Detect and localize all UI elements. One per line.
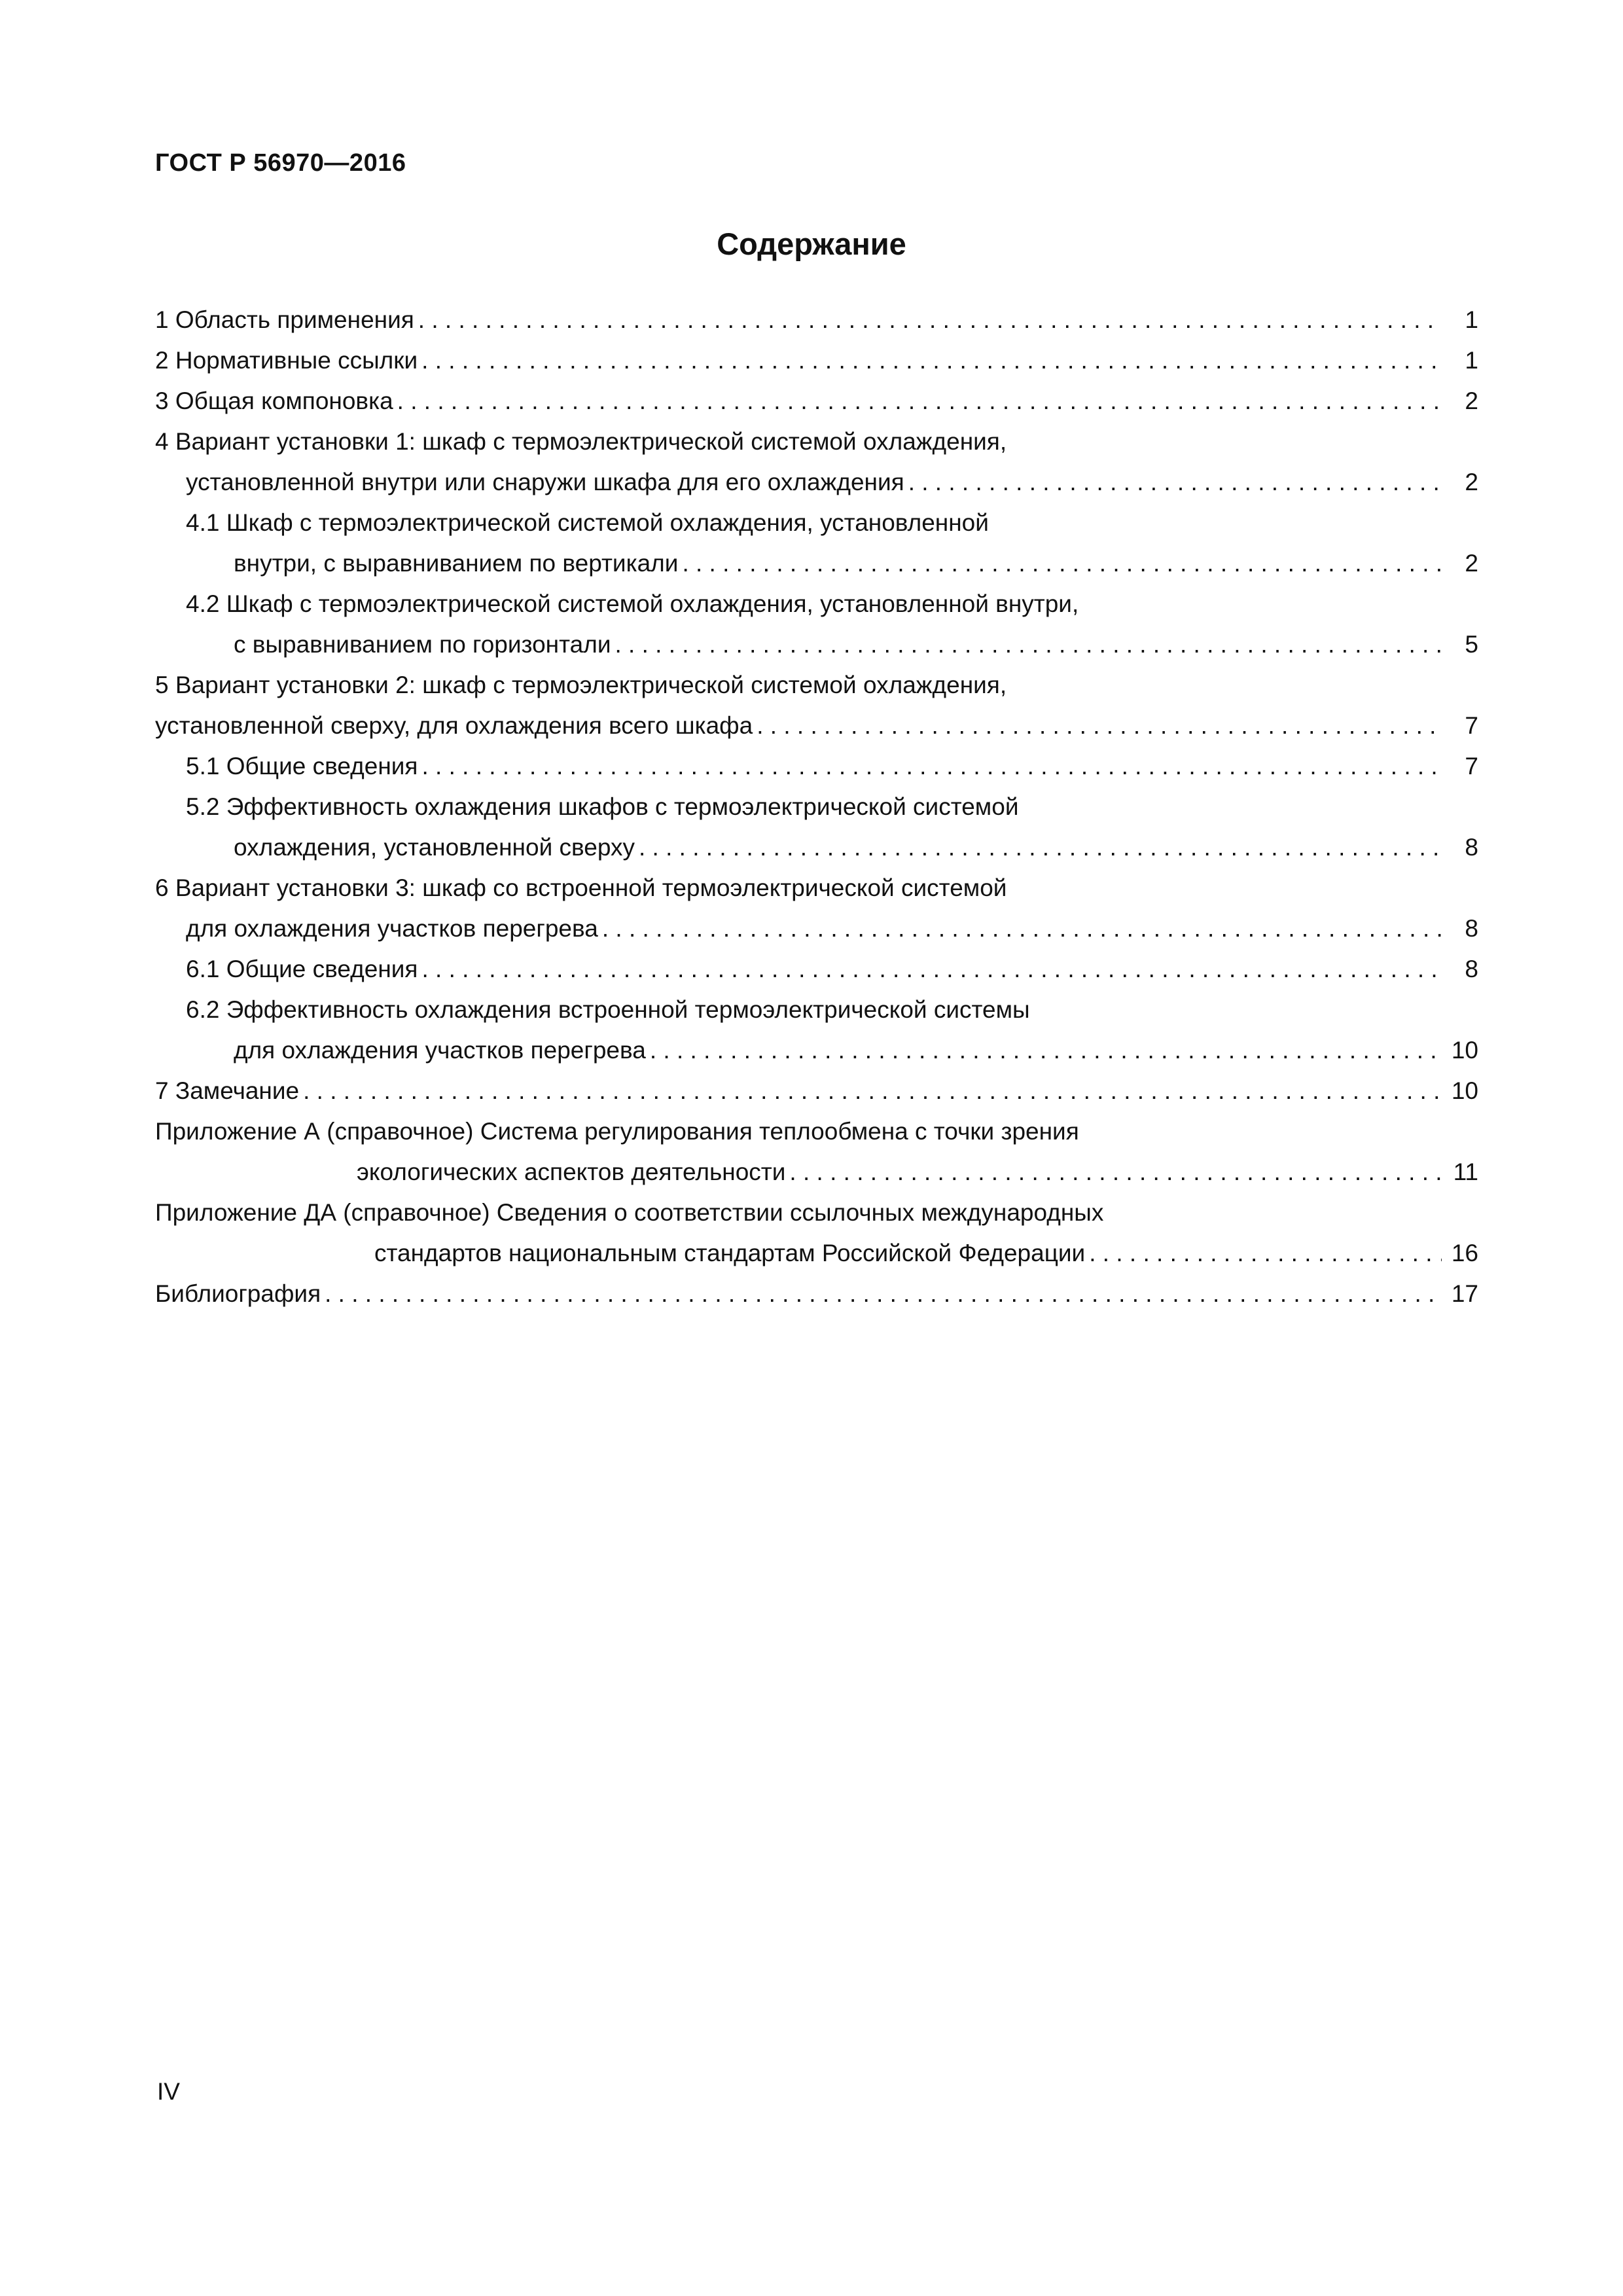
toc-entry-heading[interactable] (155, 1193, 1478, 1233)
toc-entry[interactable] (155, 908, 1478, 949)
toc-entry-page: 10 (1451, 1077, 1478, 1104)
toc-leader-dots (757, 706, 1442, 746)
toc-entry-text: 7 Замечание (155, 1077, 300, 1104)
table-of-contents (155, 300, 1478, 1314)
toc-entry-heading[interactable] (155, 787, 1478, 827)
toc-entry-page: 5 (1465, 631, 1478, 658)
toc-entry-text: 5.2 Эффективность охлаждения шкафов с термоэлектрической системой (186, 793, 1019, 820)
toc-entry-page: 8 (1465, 915, 1478, 942)
toc-entry-page: 17 (1451, 1280, 1478, 1307)
toc-entry[interactable] (155, 624, 1478, 665)
toc-entry-text: установленной сверху, для охлаждения всего шкафа (155, 712, 753, 739)
toc-leader-dots (303, 1071, 1442, 1111)
toc-entry-text: 3 Общая компоновка (155, 387, 393, 414)
toc-entry[interactable] (155, 827, 1478, 868)
toc-entry[interactable] (155, 381, 1478, 422)
toc-entry-heading[interactable] (155, 868, 1478, 908)
toc-entry-text: с выравниванием по горизонтали (234, 631, 611, 658)
toc-entry[interactable] (155, 1071, 1478, 1111)
toc-entry-heading[interactable] (155, 422, 1478, 462)
page-number: IV (157, 2078, 180, 2105)
toc-entry-page: 8 (1465, 834, 1478, 861)
toc-entry-page: 16 (1451, 1240, 1478, 1266)
toc-entry[interactable] (155, 1233, 1478, 1274)
toc-entry-text: 4.2 Шкаф с термоэлектрической системой охлаждения, установленной внутри, (186, 590, 1079, 617)
toc-entry-page: 1 (1465, 347, 1478, 374)
toc-entry-page: 11 (1453, 1158, 1478, 1185)
document-header: ГОСТ Р 56970—2016 (155, 149, 406, 177)
toc-leader-dots (789, 1152, 1442, 1193)
toc-entry[interactable] (155, 1152, 1478, 1193)
toc-entry-heading[interactable] (155, 665, 1478, 706)
toc-leader-dots (418, 300, 1442, 340)
toc-leader-dots (650, 1030, 1442, 1071)
toc-leader-dots (682, 543, 1442, 584)
toc-entry-text: 5.1 Общие сведения (186, 753, 418, 780)
toc-entry-page: 7 (1465, 712, 1478, 739)
toc-entry-heading[interactable] (155, 503, 1478, 543)
toc-entry-page: 8 (1465, 956, 1478, 982)
toc-entry[interactable] (155, 1030, 1478, 1071)
toc-entry-text: Библиография (155, 1280, 321, 1307)
toc-leader-dots (397, 381, 1442, 422)
toc-entry-page: 2 (1465, 387, 1478, 414)
toc-entry-text: 4 Вариант установки 1: шкаф с термоэлектрической системой охлаждения, (155, 428, 1007, 455)
toc-leader-dots (602, 908, 1442, 949)
toc-entry-page: 7 (1465, 753, 1478, 780)
toc-leader-dots (908, 462, 1442, 503)
toc-entry-heading[interactable] (155, 1111, 1478, 1152)
toc-leader-dots (421, 949, 1442, 990)
toc-leader-dots (1089, 1233, 1442, 1274)
toc-entry-page: 10 (1451, 1037, 1478, 1064)
toc-entry-text: 4.1 Шкаф с термоэлектрической системой охлаждения, установленной (186, 509, 989, 536)
toc-entry-text: для охлаждения участков перегрева (234, 1037, 646, 1064)
toc-entry-page: 2 (1465, 469, 1478, 495)
toc-title: Содержание (717, 226, 906, 261)
toc-entry-text: 1 Область применения (155, 306, 414, 333)
toc-entry-heading[interactable] (155, 990, 1478, 1030)
toc-entry-page: 2 (1465, 550, 1478, 577)
toc-entry-text: установленной внутри или снаружи шкафа для его охлаждения (186, 469, 904, 495)
toc-entry[interactable] (155, 949, 1478, 990)
toc-entry-text: внутри, с выравниванием по вертикали (234, 550, 679, 577)
toc-entry-text: стандартов национальным стандартам Российской Федерации (374, 1240, 1086, 1266)
toc-entry-text: для охлаждения участков перегрева (186, 915, 598, 942)
toc-entry-text: Приложение ДА (справочное) Сведения о соответствии ссылочных международных (155, 1199, 1104, 1226)
toc-entry-text: охлаждения, установленной сверху (234, 834, 635, 861)
toc-entry[interactable] (155, 706, 1478, 746)
toc-entry[interactable] (155, 462, 1478, 503)
toc-entry-heading[interactable] (155, 584, 1478, 624)
toc-leader-dots (325, 1274, 1442, 1314)
toc-entry-text: Приложение А (справочное) Система регулирования теплообмена с точки зрения (155, 1118, 1079, 1145)
toc-leader-dots (421, 340, 1442, 381)
toc-entry-text: 2 Нормативные ссылки (155, 347, 418, 374)
toc-entry[interactable] (155, 300, 1478, 340)
toc-entry-text: 6.1 Общие сведения (186, 956, 418, 982)
toc-entry[interactable] (155, 543, 1478, 584)
toc-leader-dots (615, 624, 1442, 665)
toc-entry-text: 5 Вариант установки 2: шкаф с термоэлектрической системой охлаждения, (155, 672, 1007, 698)
toc-leader-dots (421, 746, 1442, 787)
toc-entry-text: 6 Вариант установки 3: шкаф со встроенной термоэлектрической системой (155, 874, 1007, 901)
toc-entry-page: 1 (1465, 306, 1478, 333)
toc-entry[interactable] (155, 1274, 1478, 1314)
toc-entry[interactable] (155, 340, 1478, 381)
toc-entry-text: экологических аспектов деятельности (357, 1158, 786, 1185)
toc-leader-dots (639, 827, 1442, 868)
toc-entry-text: 6.2 Эффективность охлаждения встроенной термоэлектрической системы (186, 996, 1030, 1023)
toc-entry[interactable] (155, 746, 1478, 787)
